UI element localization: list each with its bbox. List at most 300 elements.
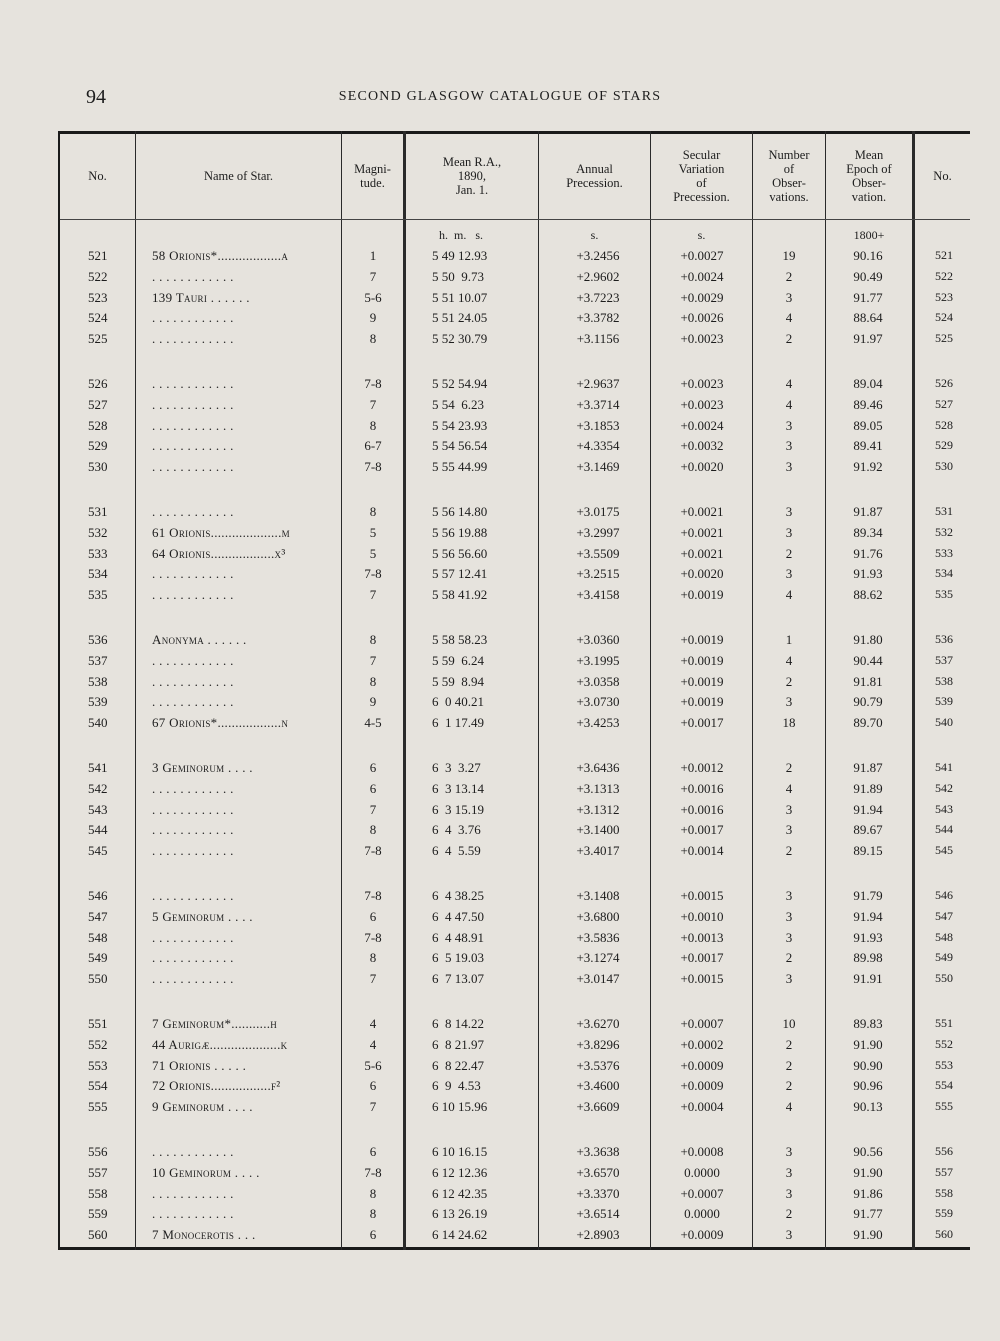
annual-precession: +3.8296 — [576, 1036, 620, 1052]
mean-epoch: 89.98 — [853, 950, 883, 966]
annual-precession: +3.4158 — [576, 587, 620, 603]
number-observations: 2 — [785, 1036, 793, 1052]
number-observations: 4 — [785, 1099, 793, 1115]
row-number: 537 — [88, 652, 108, 668]
mean-ra: 5 50 9.73 — [432, 268, 484, 284]
row-number: 541 — [88, 760, 108, 775]
row-number: 533 — [88, 545, 108, 561]
mean-epoch: 91.90 — [853, 1036, 883, 1052]
number-observations: 2 — [785, 760, 793, 775]
row-number: 557 — [88, 1164, 108, 1180]
annual-precession: +3.4017 — [576, 843, 620, 859]
star-name: 10 Geminorum . . . . — [152, 1164, 260, 1180]
table-row — [0, 694, 1000, 714]
star-name: . . . . . . . . . . . . — [152, 801, 234, 817]
star-name: . . . . . . . . . . . . — [152, 780, 234, 796]
mean-ra: 6 8 21.97 — [432, 1036, 484, 1052]
annual-precession: +3.3782 — [576, 310, 620, 326]
mean-epoch: 89.67 — [853, 822, 883, 838]
mean-epoch: 91.81 — [853, 673, 883, 689]
number-observations: 3 — [785, 566, 793, 582]
magnitude: 7 — [369, 652, 377, 668]
mean-ra: 6 10 16.15 — [432, 1144, 488, 1159]
magnitude: 6 — [369, 760, 377, 775]
mean-ra: 6 3 15.19 — [432, 801, 484, 817]
mean-epoch: 91.93 — [853, 566, 883, 582]
row-number: 554 — [88, 1078, 108, 1094]
annual-precession: +3.1995 — [576, 652, 620, 668]
secular-variation: +0.0020 — [680, 459, 724, 475]
row-number-right: 521 — [935, 248, 953, 262]
row-number: 558 — [88, 1185, 108, 1201]
star-name: . . . . . . . . . . . . — [152, 268, 234, 284]
mean-ra: 5 49 12.93 — [432, 248, 488, 263]
magnitude: 8 — [369, 632, 377, 647]
row-number-right: 556 — [935, 1144, 953, 1158]
row-number: 521 — [88, 248, 108, 263]
annual-precession: +3.6514 — [576, 1206, 620, 1222]
star-name: . . . . . . . . . . . . — [152, 566, 234, 582]
annual-precession: +3.1274 — [576, 950, 620, 966]
row-number-right: 541 — [935, 760, 953, 774]
number-observations: 2 — [785, 545, 793, 561]
mean-ra: 6 4 5.59 — [432, 843, 481, 859]
annual-precession: +2.8903 — [576, 1227, 620, 1243]
mean-epoch: 90.13 — [853, 1099, 883, 1115]
table-row — [0, 376, 1000, 396]
row-number-right: 544 — [935, 822, 953, 837]
mean-ra: 6 4 48.91 — [432, 929, 484, 945]
mean-epoch: 91.90 — [853, 1227, 883, 1243]
secular-variation: +0.0007 — [680, 1185, 724, 1201]
magnitude: 7-8 — [364, 1164, 382, 1180]
table-row — [0, 843, 1000, 863]
annual-precession: +3.6570 — [576, 1164, 620, 1180]
running-head: SECOND GLASGOW CATALOGUE OF STARS — [338, 89, 662, 104]
magnitude: 8 — [369, 417, 377, 433]
table-row — [0, 950, 1000, 970]
annual-precession: +3.1313 — [576, 780, 620, 796]
annual-precession: +3.6609 — [576, 1099, 620, 1115]
unit-ra: h. m. s. — [438, 228, 483, 242]
magnitude: 7 — [369, 801, 377, 817]
table-row — [0, 802, 1000, 822]
mean-ra: 6 7 13.07 — [432, 971, 484, 987]
mean-epoch: 89.05 — [853, 417, 883, 433]
secular-variation: +0.0019 — [680, 587, 724, 603]
mean-epoch: 90.90 — [853, 1057, 883, 1073]
mean-epoch: 91.97 — [853, 331, 883, 347]
secular-variation: +0.0002 — [680, 1036, 724, 1052]
row-number: 524 — [88, 310, 108, 326]
mean-ra: 5 56 56.60 — [432, 545, 488, 561]
mean-epoch: 89.41 — [853, 438, 883, 454]
row-number-right: 537 — [935, 652, 953, 667]
row-number-right: 549 — [935, 950, 953, 965]
number-observations: 3 — [785, 504, 793, 519]
mean-epoch: 89.70 — [853, 715, 883, 731]
magnitude: 6-7 — [364, 438, 382, 454]
units-row — [0, 228, 1000, 244]
row-number-right: 542 — [935, 780, 953, 795]
magnitude: 9 — [369, 310, 377, 326]
mean-ra: 6 12 12.36 — [432, 1164, 488, 1180]
mean-epoch: 89.04 — [853, 376, 883, 391]
annual-precession: +3.0358 — [576, 673, 620, 689]
row-number: 550 — [88, 971, 108, 987]
row-number-right: 530 — [935, 459, 953, 474]
secular-variation: +0.0021 — [680, 504, 724, 519]
number-observations: 3 — [785, 459, 793, 475]
star-name: 61 Orionis....................μ — [152, 524, 290, 540]
secular-variation: +0.0009 — [680, 1057, 724, 1073]
annual-precession: +3.1469 — [576, 459, 620, 475]
secular-variation: +0.0017 — [680, 822, 724, 838]
number-observations: 3 — [785, 888, 793, 903]
star-name: . . . . . . . . . . . . — [152, 822, 234, 838]
star-name: . . . . . . . . . . . . — [152, 673, 234, 689]
mean-epoch: 91.76 — [853, 545, 883, 561]
header-mean-ra: Mean R.A., 1890, Jan. 1. — [442, 155, 502, 197]
star-name: . . . . . . . . . . . . — [152, 331, 234, 347]
header-name: Name of Star. — [203, 169, 274, 183]
row-number-right: 536 — [935, 632, 953, 646]
secular-variation: +0.0024 — [680, 268, 724, 284]
secular-variation: +0.0023 — [680, 331, 724, 347]
mean-ra: 5 58 58.23 — [432, 632, 488, 647]
secular-variation: +0.0016 — [680, 801, 724, 817]
mean-ra: 5 54 56.54 — [432, 438, 488, 454]
star-name: . . . . . . . . . . . . — [152, 694, 234, 710]
mean-epoch: 89.83 — [853, 1016, 883, 1031]
row-number: 560 — [88, 1227, 108, 1243]
number-observations: 3 — [785, 822, 793, 838]
table-row — [0, 909, 1000, 929]
table-row — [0, 587, 1000, 607]
secular-variation: +0.0021 — [680, 524, 724, 540]
number-observations: 3 — [785, 1227, 793, 1243]
star-name: 7 Geminorum*...........η — [152, 1016, 278, 1031]
secular-variation: +0.0009 — [680, 1078, 724, 1094]
mean-ra: 5 52 30.79 — [432, 331, 488, 347]
row-number-right: 525 — [935, 331, 953, 346]
row-number: 528 — [88, 417, 108, 433]
row-number-right: 543 — [935, 801, 953, 816]
row-number: 553 — [88, 1057, 108, 1073]
table-row — [0, 397, 1000, 417]
table-row — [0, 418, 1000, 438]
magnitude: 8 — [369, 331, 377, 347]
row-number-right: 528 — [935, 417, 953, 432]
number-observations: 18 — [782, 715, 796, 731]
mean-epoch: 91.94 — [853, 908, 883, 924]
secular-variation: +0.0016 — [680, 780, 724, 796]
magnitude: 4 — [369, 1036, 377, 1052]
secular-variation: +0.0010 — [680, 908, 724, 924]
table-row — [0, 1078, 1000, 1098]
star-name: 71 Orionis . . . . . — [152, 1057, 247, 1073]
magnitude: 6 — [369, 1078, 377, 1094]
mean-ra: 5 51 24.05 — [432, 310, 488, 326]
row-number: 540 — [88, 715, 108, 731]
magnitude: 7-8 — [364, 376, 382, 391]
table-row — [0, 760, 1000, 780]
header-no-right: No. — [933, 169, 952, 183]
table-row — [0, 822, 1000, 842]
secular-variation: +0.0004 — [680, 1099, 724, 1115]
row-number-right: 557 — [935, 1164, 953, 1179]
star-name: . . . . . . . . . . . . — [152, 929, 234, 945]
secular-variation: +0.0007 — [680, 1016, 724, 1031]
annual-precession: +3.0147 — [576, 971, 620, 987]
row-number-right: 545 — [935, 843, 953, 858]
secular-variation: +0.0017 — [680, 715, 724, 731]
star-name: . . . . . . . . . . . . — [152, 971, 234, 987]
number-observations: 2 — [785, 1078, 793, 1094]
annual-precession: +3.0730 — [576, 694, 620, 710]
row-number-right: 546 — [935, 888, 953, 902]
row-number: 544 — [88, 822, 108, 838]
row-number: 525 — [88, 331, 108, 347]
table-row — [0, 566, 1000, 586]
header-annual-precession: Annual Precession. — [566, 162, 623, 190]
number-observations: 4 — [785, 310, 793, 326]
row-number: 551 — [88, 1016, 108, 1031]
mean-epoch: 91.77 — [853, 289, 883, 305]
star-name: 5 Geminorum . . . . — [152, 908, 253, 924]
mean-ra: 6 4 47.50 — [432, 908, 484, 924]
row-number: 545 — [88, 843, 108, 859]
row-number-right: 554 — [935, 1078, 953, 1093]
magnitude: 7-8 — [364, 888, 382, 903]
unit-secular: s. — [697, 228, 706, 242]
row-number-right: 552 — [935, 1036, 953, 1051]
star-name: . . . . . . . . . . . . — [152, 438, 234, 454]
annual-precession: +3.6436 — [576, 760, 620, 775]
row-number-right: 535 — [935, 587, 953, 602]
table-row — [0, 674, 1000, 694]
mean-epoch: 91.89 — [853, 780, 883, 796]
star-name: 9 Geminorum . . . . — [152, 1099, 253, 1115]
annual-precession: +3.1312 — [576, 801, 620, 817]
row-number: 526 — [88, 376, 108, 391]
row-number-right: 548 — [935, 929, 953, 944]
annual-precession: +3.3714 — [576, 396, 620, 412]
magnitude: 6 — [369, 780, 377, 796]
mean-epoch: 88.64 — [853, 310, 883, 326]
annual-precession: +3.1408 — [576, 888, 620, 903]
row-number-right: 539 — [935, 694, 953, 709]
star-name: . . . . . . . . . . . . — [152, 417, 234, 433]
number-observations: 4 — [785, 780, 793, 796]
row-number: 543 — [88, 801, 108, 817]
table-row — [0, 546, 1000, 566]
row-number-right: 547 — [935, 908, 953, 923]
mean-ra: 6 5 19.03 — [432, 950, 484, 966]
star-name: . . . . . . . . . . . . — [152, 310, 234, 326]
header-secular-variation: Secular Variation of Precession. — [673, 148, 730, 204]
star-name: . . . . . . . . . . . . — [152, 888, 234, 903]
table-row — [0, 504, 1000, 524]
mean-ra: 5 52 54.94 — [432, 376, 488, 391]
annual-precession: +3.1400 — [576, 822, 620, 838]
magnitude: 8 — [369, 504, 377, 519]
mean-ra: 6 3 3.27 — [432, 760, 481, 775]
magnitude: 5-6 — [364, 1057, 382, 1073]
number-observations: 4 — [785, 396, 793, 412]
table-row — [0, 290, 1000, 310]
magnitude: 7 — [369, 268, 377, 284]
secular-variation: +0.0013 — [680, 929, 724, 945]
mean-epoch: 90.16 — [853, 248, 883, 263]
annual-precession: +3.7223 — [576, 289, 620, 305]
page-number: 94 — [86, 86, 106, 108]
secular-variation: +0.0024 — [680, 417, 724, 433]
mean-ra: 6 0 40.21 — [432, 694, 484, 710]
mean-ra: 5 59 6.24 — [432, 652, 484, 668]
mean-epoch: 89.34 — [853, 524, 883, 540]
row-number: 527 — [88, 396, 108, 412]
table-row — [0, 248, 1000, 268]
number-observations: 2 — [785, 673, 793, 689]
secular-variation: +0.0015 — [680, 971, 724, 987]
mean-ra: 5 51 10.07 — [432, 289, 488, 305]
table-row — [0, 1058, 1000, 1078]
secular-variation: +0.0020 — [680, 566, 724, 582]
star-name: . . . . . . . . . . . . — [152, 504, 234, 519]
mean-ra: 6 4 38.25 — [432, 888, 484, 903]
row-number-right: 550 — [935, 971, 953, 986]
mean-epoch: 89.15 — [853, 843, 883, 859]
header-magnitude: Magni- tude. — [354, 162, 391, 190]
mean-ra: 6 1 17.49 — [432, 715, 484, 731]
number-observations: 3 — [785, 971, 793, 987]
star-name: . . . . . . . . . . . . — [152, 652, 234, 668]
star-name: 139 Tauri . . . . . . — [152, 289, 250, 305]
number-observations: 3 — [785, 1185, 793, 1201]
row-number-right: 529 — [935, 438, 953, 453]
row-number: 532 — [88, 524, 108, 540]
annual-precession: +3.4253 — [576, 715, 620, 731]
star-name: 3 Geminorum . . . . — [152, 760, 253, 775]
mean-epoch: 90.79 — [853, 694, 883, 710]
mean-ra: 5 56 19.88 — [432, 524, 488, 540]
secular-variation: +0.0026 — [680, 310, 724, 326]
number-observations: 2 — [785, 268, 793, 284]
number-observations: 3 — [785, 1144, 793, 1159]
annual-precession: +3.3638 — [576, 1144, 620, 1159]
annual-precession: +3.5509 — [576, 545, 620, 561]
mean-epoch: 90.56 — [853, 1144, 883, 1159]
header-rule — [60, 219, 970, 220]
table-row — [0, 653, 1000, 673]
magnitude: 5 — [369, 524, 377, 540]
row-number-right: 527 — [935, 396, 953, 411]
header-number-observations: Number of Obser- vations. — [768, 148, 810, 204]
magnitude: 7-8 — [364, 566, 382, 582]
row-number: 542 — [88, 780, 108, 796]
secular-variation: +0.0019 — [680, 694, 724, 710]
row-number-right: 522 — [935, 268, 953, 283]
row-number: 555 — [88, 1099, 108, 1115]
table-row — [0, 1037, 1000, 1057]
row-number: 522 — [88, 268, 108, 284]
number-observations: 3 — [785, 694, 793, 710]
table-row — [0, 1227, 1000, 1247]
mean-ra: 5 56 14.80 — [432, 504, 488, 519]
row-number-right: 533 — [935, 545, 953, 560]
row-number: 529 — [88, 438, 108, 454]
table-row — [0, 930, 1000, 950]
row-number-right: 524 — [935, 310, 953, 325]
row-number-right: 538 — [935, 673, 953, 688]
row-number-right: 558 — [935, 1185, 953, 1200]
row-number: 523 — [88, 289, 108, 305]
secular-variation: +0.0023 — [680, 376, 724, 391]
star-name: . . . . . . . . . . . . — [152, 587, 234, 603]
star-name: . . . . . . . . . . . . — [152, 1144, 234, 1159]
secular-variation: 0.0000 — [684, 1164, 720, 1180]
annual-precession: +3.6270 — [576, 1016, 620, 1031]
row-number: 539 — [88, 694, 108, 710]
magnitude: 7-8 — [364, 459, 382, 475]
annual-precession: +4.3354 — [576, 438, 620, 454]
row-number-right: 560 — [935, 1227, 953, 1242]
mean-epoch: 88.62 — [853, 587, 883, 603]
row-number: 556 — [88, 1144, 108, 1159]
row-number-right: 559 — [935, 1206, 953, 1221]
magnitude: 1 — [369, 248, 377, 263]
mean-epoch: 91.92 — [853, 459, 883, 475]
number-observations: 1 — [785, 632, 793, 647]
star-name: . . . . . . . . . . . . — [152, 950, 234, 966]
magnitude: 6 — [369, 1227, 377, 1243]
mean-ra: 6 12 42.35 — [432, 1185, 488, 1201]
row-number: 534 — [88, 566, 108, 582]
star-name: . . . . . . . . . . . . — [152, 1185, 234, 1201]
star-name: 72 Orionis.................f² — [152, 1078, 281, 1094]
magnitude: 8 — [369, 1185, 377, 1201]
mean-epoch: 91.79 — [853, 888, 883, 903]
row-number-right: 553 — [935, 1057, 953, 1072]
star-name: Anonyma . . . . . . — [152, 632, 247, 647]
star-name: 67 Orionis*..................ν — [152, 715, 289, 731]
row-number-right: 532 — [935, 524, 953, 539]
annual-precession: +3.1156 — [576, 331, 620, 347]
secular-variation: +0.0021 — [680, 545, 724, 561]
table-row — [0, 715, 1000, 735]
annual-precession: +3.2997 — [576, 524, 620, 540]
row-number-right: 540 — [935, 715, 953, 730]
number-observations: 2 — [785, 331, 793, 347]
annual-precession: +3.5376 — [576, 1057, 620, 1073]
secular-variation: +0.0017 — [680, 950, 724, 966]
secular-variation: +0.0032 — [680, 438, 724, 454]
table-row — [0, 781, 1000, 801]
mean-ra: 5 59 8.94 — [432, 673, 484, 689]
star-name: . . . . . . . . . . . . — [152, 843, 234, 859]
secular-variation: +0.0012 — [680, 760, 724, 775]
magnitude: 4-5 — [364, 715, 382, 731]
magnitude: 7 — [369, 396, 377, 412]
unit-annual: s. — [590, 228, 599, 242]
mean-epoch: 91.77 — [853, 1206, 883, 1222]
star-name: 64 Orionis..................χ³ — [152, 545, 286, 561]
secular-variation: 0.0000 — [684, 1206, 720, 1222]
table-row — [0, 1099, 1000, 1119]
number-observations: 3 — [785, 417, 793, 433]
mean-epoch: 90.44 — [853, 652, 883, 668]
